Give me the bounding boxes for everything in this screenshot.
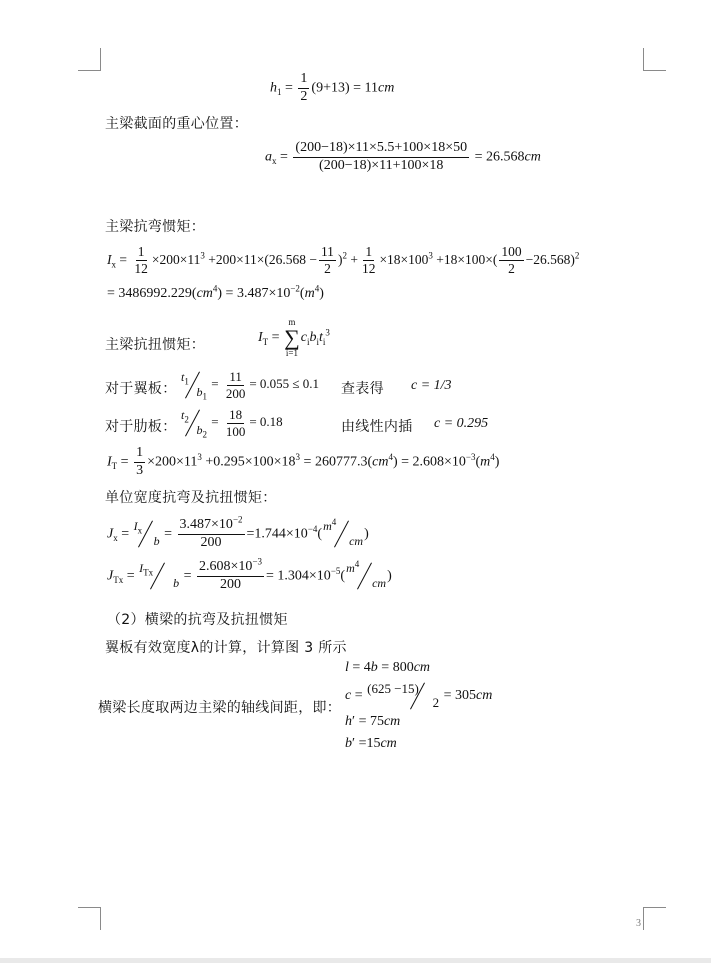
formula-rib-ratio: $t_2$ $b_2$ = $\frac{18}{100}$ = 0.18	[181, 407, 283, 440]
formula-ix-line1: $I_x$ = $\frac{1}{12}$ $\times 200\times 11^3 +200\times 11\times(26.568$ − $\frac{11}{2}$ )$^2$ + $\frac{1}{12}$ $\times 18\times 100^3 +18\times 100\times$( $\frac{100}{2}$ −26.568)$^2$	[107, 244, 580, 277]
formula-it-value: $I_T$ = $\frac{1}{3}$ $\times 200\times 11^3 +0.295\times 100\times 18^3 = 260777.3(cm^4) = 2.608\times 10^{-3}(m^4)$	[107, 445, 500, 478]
flange-c-value: c = 1/3	[411, 378, 452, 393]
formula-l: l = 4b = 800cm	[345, 660, 431, 675]
formula-c: c = (625 −15) 2 = 305cm	[345, 681, 493, 710]
formula-it-general: $I_T$ = m ∑ i=1 $c_ib_it_i^3$	[258, 317, 330, 358]
label-flange: 对于翼板：	[105, 381, 177, 397]
formula-h1: $h_1$ = $\frac{1}{2}$ (9+13) = 11cm	[270, 71, 395, 104]
formula-b-prime: b′ =15cm	[345, 736, 397, 751]
formula-ax: $a_x$ = $\frac{(200-18)\times 11\times 5.5+100\times 18\times 50}{(200-18)\times 11+100\times 18}$ = 26.568cm	[265, 140, 541, 173]
heading-torsion-inertia: 主梁抗扭惯矩：	[105, 337, 206, 353]
page-number: 3	[636, 918, 641, 929]
page-bottom-edge	[0, 958, 711, 963]
crop-mark-top-right	[643, 48, 666, 71]
note-look-up: 查表得	[341, 381, 384, 397]
crop-mark-bottom-right	[643, 907, 666, 930]
formula-flange-ratio: $t_1$ $b_1$ = $\frac{11}{200}$ = 0.055 ≤ 0.1	[181, 369, 320, 402]
note-interpolation: 由线性内插	[341, 419, 413, 435]
heading-unit-width: 单位宽度抗弯及抗扭惯矩：	[105, 490, 277, 506]
heading-centroid: 主梁截面的重心位置：	[105, 116, 248, 132]
formula-jx: $J_x$ = $I_x$ b = $\frac{3.487\times 10^{-2}}{200}$ $=1.744\times 10^{-4}$( $m^4$ cm )	[107, 514, 369, 550]
heading-bending-inertia: 主梁抗弯惯矩：	[105, 219, 206, 235]
heading-beam-length: 横梁长度取两边主梁的轴线间距，即：	[98, 700, 342, 716]
formula-ix-line2: = $3486992.229(cm^4) = 3.487\times 10^{-2}(m^4)$	[107, 283, 324, 301]
crop-mark-bottom-left	[78, 907, 101, 930]
crop-mark-top-left	[78, 48, 101, 71]
formula-jtx: $J_{Tx}$ = $I_{Tx}$ b = $\frac{2.608\times 10^{-3}}{200}$ = $1.304\times 10^{-5}$( $m^4$ cm )	[107, 556, 392, 592]
formula-h-prime: h′ = 75cm	[345, 714, 401, 729]
heading-effective-width: 翼板有效宽度λ的计算，计算图 3 所示	[105, 640, 347, 656]
label-rib: 对于肋板：	[105, 419, 177, 435]
rib-c-value: c = 0.295	[434, 416, 489, 431]
heading-cross-beam: （2）横梁的抗弯及抗扭惯矩	[107, 612, 288, 628]
